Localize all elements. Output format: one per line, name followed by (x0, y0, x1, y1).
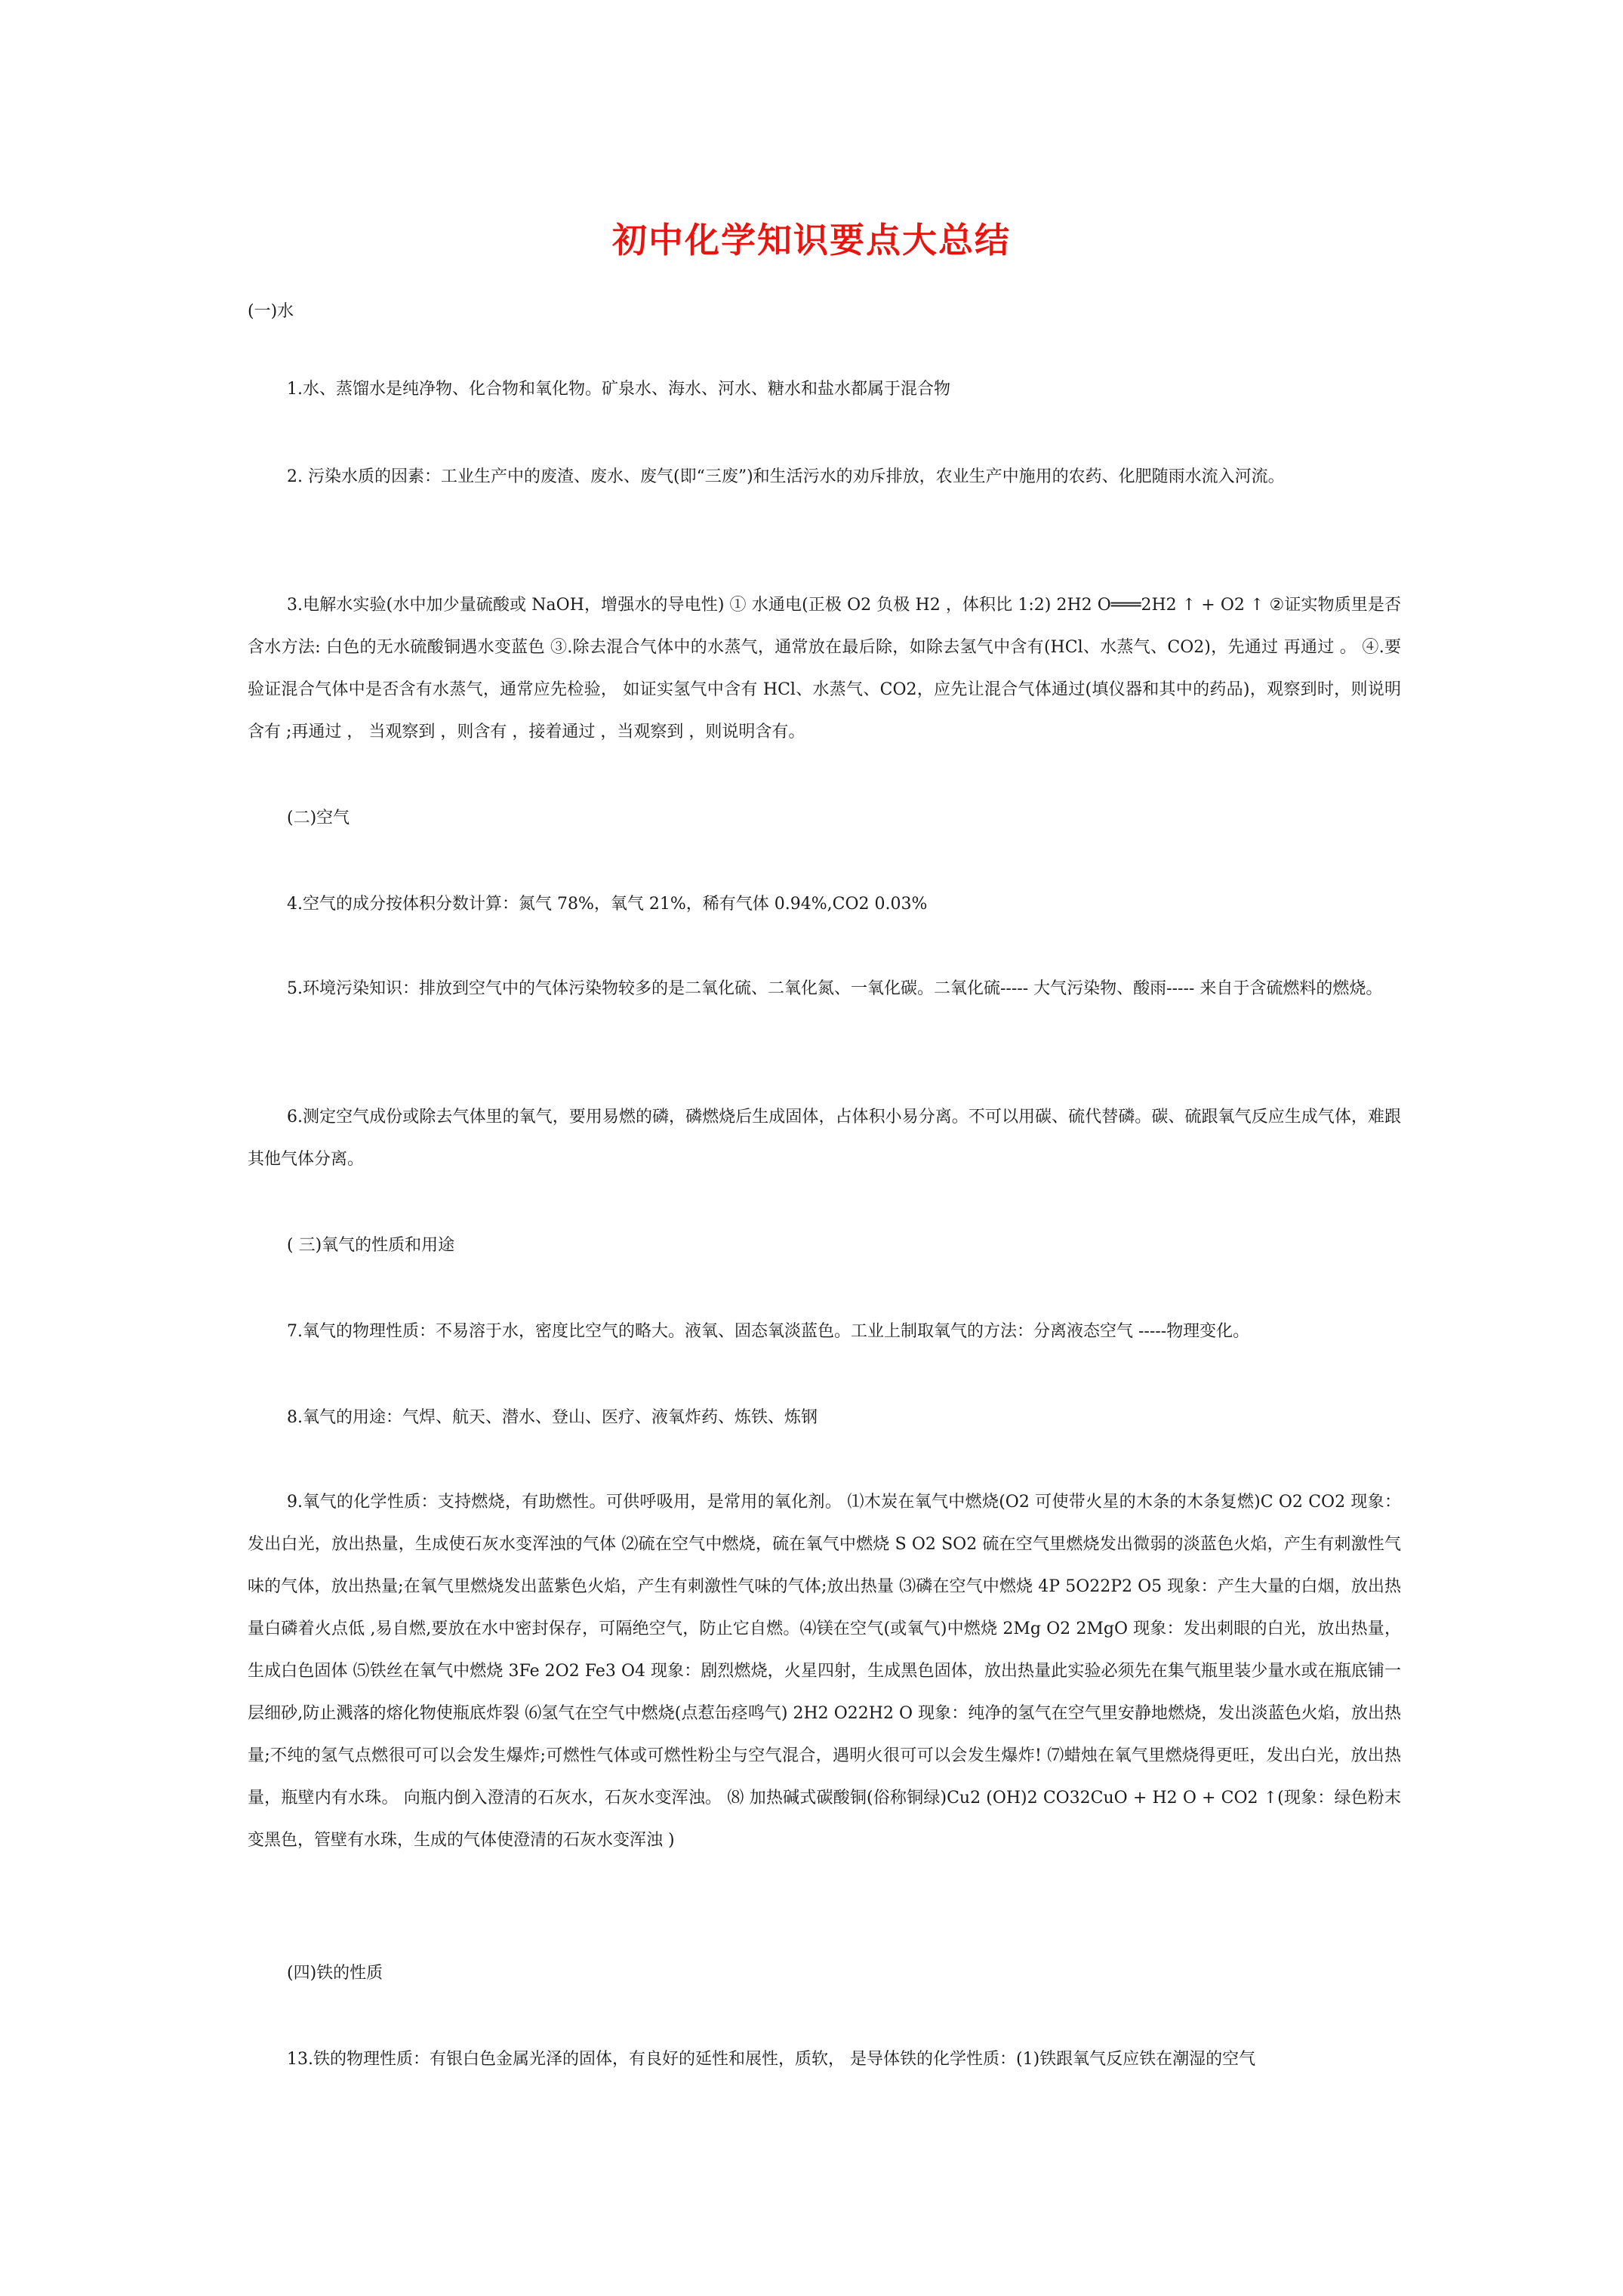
paragraph-8: 8.氧气的用途：气焊、航天、潜水、登山、医疗、液氧炸药、炼铁、炼钢 (287, 1408, 818, 1427)
paragraph-1: 1.水、蒸馏水是纯净物、化合物和氧化物。矿泉水、海水、河水、糖水和盐水都属于混合物 (287, 380, 950, 399)
section-heading-iron: (四)铁的性质 (287, 1964, 383, 1983)
paragraph-7: 7.氧气的物理性质：不易溶于水，密度比空气的略大。液氧、固态氧淡蓝色。工业上制取氧气的方法：分离液态空气 -----物理变化。 (287, 1322, 1250, 1341)
paragraph-13: 13.铁的物理性质：有银白色金属光泽的固体，有良好的延性和展性，质软， 是导体铁的化学性质：(1)铁跟氧气反应铁在潮湿的空气 (287, 2050, 1256, 2069)
section-heading-air: (二)空气 (287, 809, 350, 827)
paragraph-4: 4.空气的成分按体积分数计算：氮气 78%，氧气 21%，稀有气体 0.94%,CO2 0.03% (287, 895, 928, 914)
paragraph-9: 9.氧气的化学性质：支持燃烧，有助燃性。可供呼吸用，是常用的氧化剂。 ⑴木炭在氧气中燃烧(O2 可使带火星的木条的木条复燃)C O2 CO2 现象：发出白光，放出热量，生成使石灰水变浑浊的气体 ⑵硫在空气中燃烧，硫在氧气中燃烧 S O2 SO2 硫在空气里燃烧发出微弱的淡蓝色火焰，产生有刺激性气味的气体，放出热量;在氧气里燃烧发出蓝紫色火焰，产生有刺激性气味的气体;放出热量 ⑶磷在空气中燃烧 4P 5O22P2 O5 现象：产生大量的白烟，放出热量白磷着火点低 ,易自燃,要放在水中密封保存，可隔绝空气，防止它自燃。⑷镁在空气(或氧气)中燃烧 2Mg O2 2MgO 现象：发出刺眼的白光，放出热量，生成白色固体 ⑸铁丝在氧气中燃烧 3Fe 2O2 Fe3 O4 现象：剧烈燃烧，火星四射，生成黑色固体，放出热量此实验必须先在集气瓶里装少量水或在瓶底铺一层细砂,防止溅落的熔化物使瓶底炸裂 ⑹氢气在空气中燃烧(点惹缶痉鸣气) 2H2 O22H2 O 现象：纯净的氢气在空气里安静地燃烧，发出淡蓝色火焰，放出热量;不纯的氢气点燃很可可以会发生爆炸;可燃性气体或可燃性粉尘与空气混合，遇明火很可可以会发生爆炸! ⑺蜡烛在氧气里燃烧得更旺，发出白光，放出热量，瓶壁内有水珠。 向瓶内倒入澄清的石灰水，石灰水变浑浊。 ⑻ 加热碱式碳酸铜(俗称铜绿)Cu2 (OH)2 CO32CuO + H2 O + CO2 ↑(现象：绿色粉末变黑色，管壁有水珠，生成的气体使澄清的石灰水变浑浊 ) (248, 1493, 1401, 1850)
paragraph-6: 6.测定空气成份或除去气体里的氧气，要用易燃的磷，磷燃烧后生成固体，占体积小易分离。不可以用碳、硫代替磷。碳、硫跟氧气反应生成气体，难跟其他气体分离。 (248, 1108, 1401, 1169)
paragraph-2: 2. 污染水质的因素：工业生产中的废渣、废水、废气(即“三废”)和生活污水的劝斥排放，农业生产中施用的农药、化肥随雨水流入河流。 (287, 467, 1285, 486)
section-heading-water: (一)水 (248, 302, 294, 321)
paragraph-5: 5.环境污染知识：排放到空气中的气体污染物较多的是二氧化硫、二氧化氮、一氧化碳。二氧化硫----- 大气污染物、酸雨----- 来自于含硫燃料的燃烧。 (287, 979, 1383, 998)
document-title: 初中化学知识要点大总结 (612, 220, 1011, 260)
paragraph-3: 3.电解水实验(水中加少量硫酸或 NaOH，增强水的导电性) ① 水通电(正极 O2 负极 H2 ，体积比 1:2) 2H2 O═══2H2 ↑ + O2 ↑ ②证实物质里是否含水方法: 白色的无水硫酸铜遇水变蓝色 ③.除去混合气体中的水蒸气，通常放在最后除，如除去氢气中含有(HCl、水蒸气、CO2)，先通过 再通过 。 ④.要验证混合气体中是否含有水蒸气，通常应先检验， 如证实氢气中含有 HCl、水蒸气、CO2，应先让混合气体通过(填仪器和其中的药品)，观察到时，则说明含有 ;再通过 ， 当观察到 ，则含有 ，接着通过 ，当观察到 ，则说明含有。 (248, 596, 1401, 741)
section-heading-oxygen: ( 三)氧气的性质和用途 (287, 1236, 455, 1255)
